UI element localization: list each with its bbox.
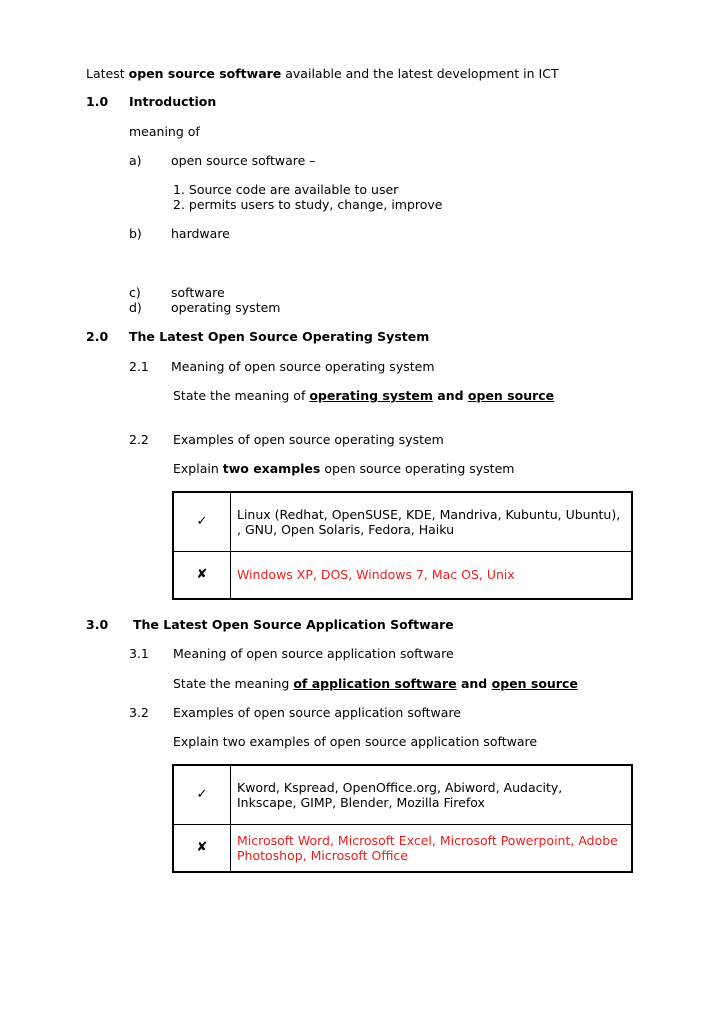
point-1: 1. Source code are available to user	[173, 182, 399, 197]
os-examples-table	[172, 491, 633, 600]
app-proprietary-row	[173, 824, 632, 872]
os-open-source-list: Linux (Redhat, OpenSUSE, KDE, Mandriva, Kubuntu, Ubuntu), , GNU, Open Solaris, Fedora, Haiku	[231, 492, 633, 551]
sub-3-2-number: 3.2	[129, 705, 149, 720]
meaning-of-label: meaning of	[129, 124, 200, 139]
point-2: 2. permits users to study, change, improve	[173, 197, 443, 212]
sub-2-1-text: Meaning of open source operating system	[171, 359, 435, 374]
sub-2-1-number: 2.1	[129, 359, 149, 374]
state-meaning-os: State the meaning of operating system and open source	[173, 388, 555, 403]
cross-icon: ✘	[173, 824, 231, 872]
app-open-source-list: Kword, Kspread, OpenOffice.org, Abiword, Audacity, Inkscape, GIMP, Blender, Mozilla Firefox	[231, 765, 633, 824]
intro-text: Latest	[86, 66, 129, 81]
item-c-letter: c)	[129, 285, 141, 300]
section-2-number: 2.0	[86, 329, 109, 344]
item-b-text: hardware	[171, 226, 230, 241]
os-open-source-row	[173, 492, 632, 551]
section-1-title: Introduction	[129, 94, 217, 109]
app-examples-table	[172, 764, 633, 873]
state-meaning-app: State the meaning of application software and open source	[173, 676, 578, 691]
intro-text-end: available and the latest development in ICT	[281, 66, 559, 81]
item-b-letter: b)	[129, 226, 142, 241]
sub-2-2-text: Examples of open source operating system	[173, 432, 444, 447]
sub-3-1-text: Meaning of open source application software	[173, 646, 454, 661]
item-d-text: operating system	[171, 300, 281, 315]
check-icon: ✓	[173, 765, 231, 824]
item-c-text: software	[171, 285, 225, 300]
item-a-letter: a)	[129, 153, 142, 168]
sub-3-2-text: Examples of open source application software	[173, 705, 461, 720]
item-d-letter: d)	[129, 300, 142, 315]
os-proprietary-row	[173, 551, 632, 599]
os-proprietary-list: Windows XP, DOS, Windows 7, Mac OS, Unix	[231, 551, 633, 599]
intro-bold: open source software	[128, 66, 282, 81]
explain-os: Explain two examples open source operating system	[173, 461, 515, 476]
item-a-text: open source software –	[171, 153, 316, 168]
sub-2-2-number: 2.2	[129, 432, 149, 447]
section-2-title: The Latest Open Source Operating System	[129, 329, 430, 344]
app-open-source-row	[173, 765, 632, 824]
intro-line	[86, 66, 559, 81]
section-1-number: 1.0	[86, 94, 109, 109]
check-icon: ✓	[173, 492, 231, 551]
explain-app: Explain two examples of open source application software	[173, 734, 538, 749]
cross-icon: ✘	[173, 551, 231, 599]
sub-3-1-number: 3.1	[129, 646, 149, 661]
app-proprietary-list: Microsoft Word, Microsoft Excel, Microsoft Powerpoint, Adobe Photoshop, Microsoft Office	[231, 824, 633, 872]
section-3-title: The Latest Open Source Application Software	[133, 617, 454, 632]
section-3-number: 3.0	[86, 617, 109, 632]
